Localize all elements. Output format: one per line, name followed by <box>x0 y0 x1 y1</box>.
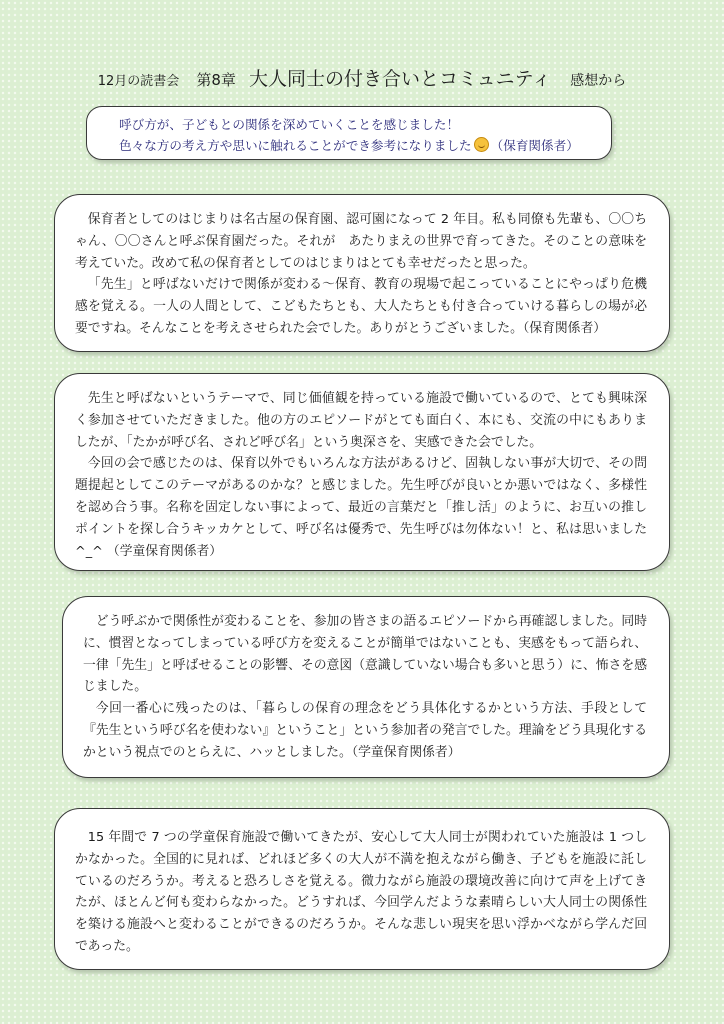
comment-paragraph: 今回の会で感じたのは、保育以外でもいろんな方法があるけど、固執しない事が大切で、その問題提起としてこのテーマがあるのかな？と感じました。先生呼びが良いとか悪いではなく、多様性を認め合う事。名称を固定しない事によって、最近の言葉だと「推し活」のように、お互いの推しポイントを探し合うキッカケとして、呼び名は優秀で、先生呼びは勿体ない！と、私は思いました ^_^ （学童保育関係者） <box>75 456 647 559</box>
smiley-icon <box>474 137 489 152</box>
comment-paragraph: 15 年間で 7 つの学童保育施設で働いてきたが、安心して大人同士が関われていた施設は 1 つしかなかった。全国的に見れば、どれほど多くの大人が不満を抱えながら働き、子どもを施設に託しているのだろうか。考えると恐ろしさを覚える。微力ながら施設の環境改善に向けて声を上げてきたが、ほとんど何も変わらなかった。どうすれば、今回学んだような素晴らしい大人同士の関係性を築ける施設へと変わることができるのだろうか。そんな悲しい現実を思い浮かべながら学んだ回であった。 <box>75 830 647 954</box>
session-label: 12月の読書会 <box>97 74 180 89</box>
title-suffix: 感想から <box>570 73 627 89</box>
highlight-quote-box <box>86 106 612 160</box>
comment-card-1 <box>54 194 670 352</box>
quote-attribution: （保育関係者） <box>490 138 579 153</box>
quote-line-2-text: 色々な方の考え方や思いに触れることができ参考になりました <box>119 138 472 153</box>
comment-card-2 <box>54 373 670 571</box>
comment-paragraph: 先生と呼ばないというテーマで、同じ価値観を持っている施設で働いているので、とても興味深く参加させていただきました。他の方のエピソードがとても面白く、本にも、交流の中にもありましたが、「たかが呼び名、されど呼び名」という奥深さを、実感できた会でした。 <box>75 391 647 450</box>
page-header <box>0 64 724 91</box>
comment-card-4 <box>54 808 670 970</box>
comment-card-3 <box>62 596 670 778</box>
quote-line-2 <box>119 135 597 156</box>
comment-paragraph: 今回一番心に残ったのは、「暮らしの保育の理念をどう具体化するかという方法、手段として『先生という呼び名を使わない』ということ」という参加者の発言でした。理論をどう具現化するかという視点でのとらえに、ハッとしました。（学童保育関係者） <box>83 701 647 760</box>
comment-paragraph: 「先生」と呼ばないだけで関係が変わる～保育、教育の現場で起こっていることにやっぱり危機感を覚える。一人の人間として、こどもたちとも、大人たちとも付き合っていける暮らしの場が必要ですね。そんなことを考えさせられた会でした。ありがとうございました。（保育関係者） <box>75 277 647 336</box>
comment-paragraph: どう呼ぶかで関係性が変わることを、参加の皆さまの語るエピソードから再確認しました。同時に、慣習となってしまっている呼び方を変えることが簡単ではないことも、実感をもって語られ、一律「先生」と呼ばせることの影響、その意図（意識していない場合も多いと思う）に、怖さを感じました。 <box>83 614 647 695</box>
chapter-label: 第8章 <box>196 71 236 89</box>
comment-paragraph: 保育者としてのはじまりは名古屋の保育園、認可園になって 2 年目。私も同僚も先輩も、〇〇ちゃん、〇〇さんと呼ぶ保育園だった。それが あたりまえの世界で育ってきた。そのことの意味を考えていた。改めて私の保育者としてのはじまりはとても幸せだったと思った。 <box>75 212 647 271</box>
quote-line-1: 呼び方が、子どもとの関係を深めていくことを感じました！ <box>119 117 460 132</box>
page-title: 大人同士の付き合いとコミュニティ <box>249 68 552 90</box>
